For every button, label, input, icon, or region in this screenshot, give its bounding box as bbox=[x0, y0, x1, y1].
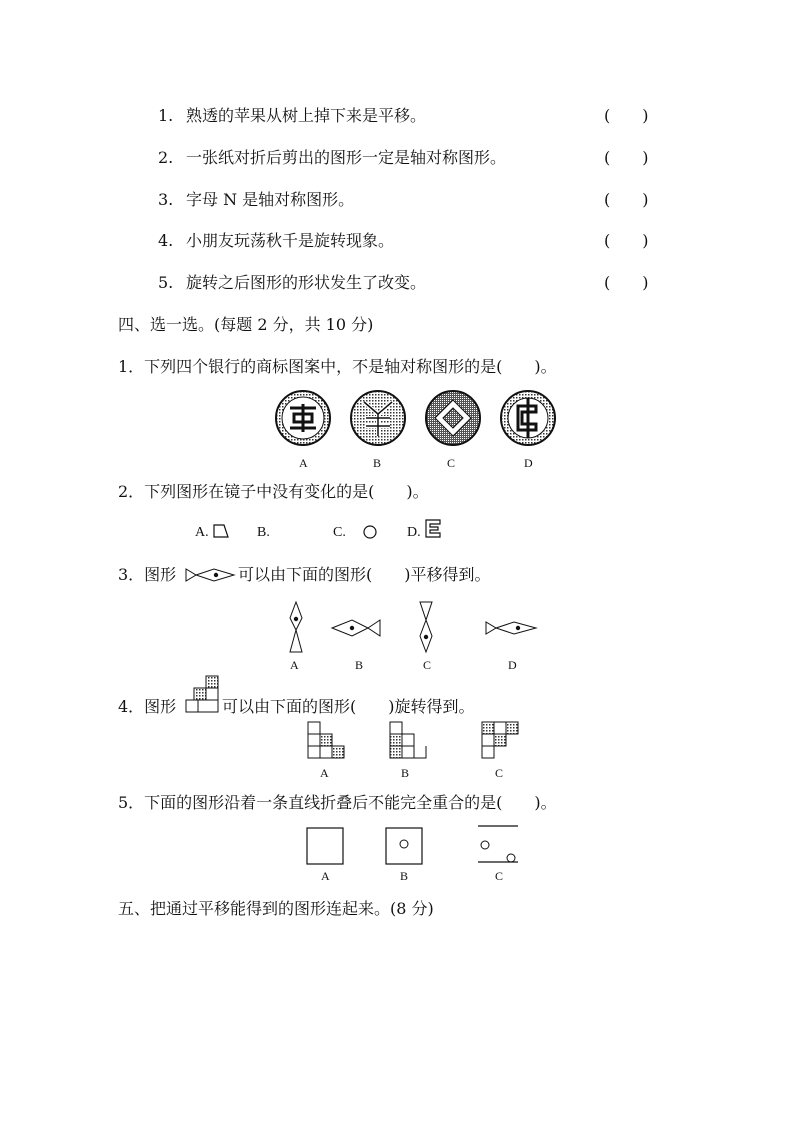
judge-num: 3. bbox=[158, 190, 174, 209]
fold-option-c bbox=[478, 826, 518, 862]
judge-num: 4. bbox=[158, 231, 174, 250]
fold-label-c: C bbox=[495, 869, 504, 883]
question-2-text: 2．下列图形在镜子中没有变化的是( )。 bbox=[118, 482, 429, 501]
block-shape-icon bbox=[184, 674, 222, 714]
answer-paren[interactable]: ( ) bbox=[604, 190, 649, 209]
question-4-text-after: 可以由下面的图形( )旋转得到。 bbox=[222, 697, 475, 716]
fish-label-c: C bbox=[423, 658, 432, 672]
question-1-text: 1．下列四个银行的商标图案中，不是轴对称图形的是( )。 bbox=[118, 357, 557, 376]
question-5-text: 5．下面的图形沿着一条直线折叠后不能完全重合的是( )。 bbox=[118, 793, 557, 812]
block-option-a bbox=[308, 722, 344, 758]
answer-paren[interactable]: ( ) bbox=[604, 273, 649, 292]
option-d-label: D. bbox=[407, 525, 421, 540]
judge-text: 字母 N 是轴对称图形。 bbox=[186, 190, 355, 209]
logo-label-c: C bbox=[447, 456, 456, 470]
judge-text: 小朋友玩荡秋千是旋转现象。 bbox=[186, 231, 395, 250]
section-4-heading: 四、选一选。(每题 2 分，共 10 分) bbox=[118, 315, 374, 334]
answer-paren[interactable]: ( ) bbox=[604, 148, 649, 167]
fish-shape-icon bbox=[184, 567, 238, 583]
e-shape-icon bbox=[424, 518, 444, 540]
logo-label-a: A bbox=[299, 456, 308, 470]
fish-label-a: A bbox=[290, 658, 299, 672]
option-b-label: B. bbox=[257, 525, 270, 540]
fold-label-a: A bbox=[321, 869, 330, 883]
bank-logos bbox=[270, 388, 560, 454]
fish-label-b: B bbox=[355, 658, 364, 672]
judge-text: 旋转之后图形的形状发生了改变。 bbox=[186, 273, 427, 292]
judge-num: 2. bbox=[158, 148, 174, 167]
fold-label-b: B bbox=[400, 869, 409, 883]
bank-logo-a bbox=[276, 391, 330, 445]
option-a-label: A. bbox=[195, 525, 209, 540]
block-label-b: B bbox=[401, 766, 410, 780]
fish-options bbox=[280, 600, 550, 658]
judge-text: 一张纸对折后剪出的图形一定是轴对称图形。 bbox=[186, 148, 507, 167]
judge-num: 5. bbox=[158, 273, 174, 292]
bank-logo-b bbox=[351, 391, 405, 445]
answer-paren[interactable]: ( ) bbox=[604, 231, 649, 250]
fold-options bbox=[300, 822, 530, 868]
answer-paren[interactable]: ( ) bbox=[604, 106, 649, 125]
judge-num: 1. bbox=[158, 106, 174, 125]
fish-option-d bbox=[486, 622, 536, 634]
block-option-b bbox=[390, 722, 426, 758]
bank-logo-d bbox=[501, 391, 555, 445]
fish-option-a bbox=[290, 602, 302, 652]
section-5-heading: 五、把通过平移能得到的图形连起来。(8 分) bbox=[118, 899, 434, 918]
fish-label-d: D bbox=[508, 658, 517, 672]
logo-label-d: D bbox=[524, 456, 533, 470]
question-3-text-before: 3．图形 bbox=[118, 565, 177, 584]
option-c-label: C. bbox=[333, 525, 346, 540]
fold-option-b bbox=[386, 828, 422, 864]
block-option-c bbox=[482, 722, 518, 758]
fish-option-b bbox=[332, 620, 380, 636]
block-options bbox=[300, 718, 540, 762]
trapezoid-icon bbox=[212, 523, 232, 541]
question-3-text-after: 可以由下面的图形( )平移得到。 bbox=[238, 565, 491, 584]
block-label-c: C bbox=[495, 766, 504, 780]
circle-icon bbox=[360, 523, 380, 541]
block-label-a: A bbox=[320, 766, 329, 780]
fish-option-c bbox=[420, 602, 432, 652]
question-4-text-before: 4．图形 bbox=[118, 697, 177, 716]
logo-label-b: B bbox=[373, 456, 382, 470]
bank-logo-c bbox=[426, 391, 480, 445]
fold-option-a bbox=[307, 828, 343, 864]
judge-text: 熟透的苹果从树上掉下来是平移。 bbox=[186, 106, 427, 125]
